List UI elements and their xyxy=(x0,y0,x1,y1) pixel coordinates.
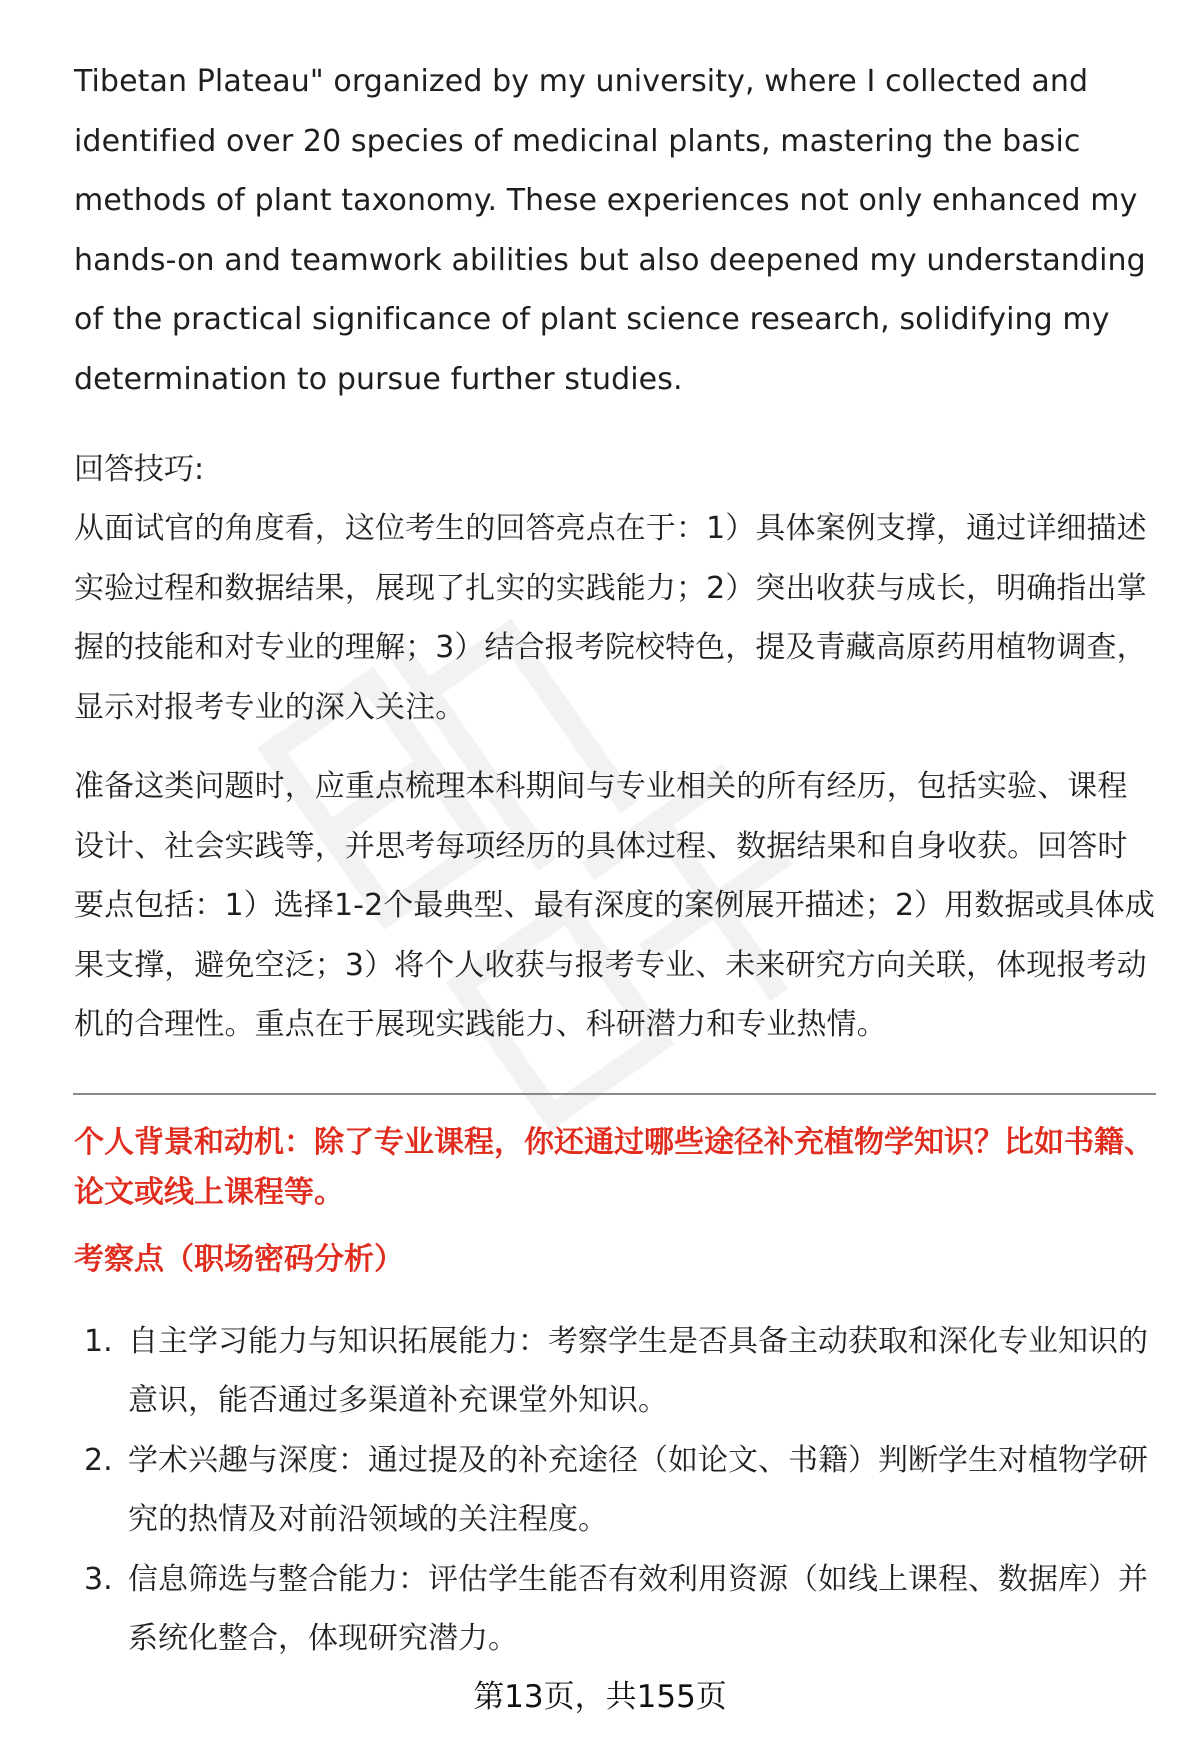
assessment-list xyxy=(74,1312,1156,1669)
list-item-text: 信息筛选与整合能力：评估学生能否有效利用资源（如线上课程、数据库）并系统化整合，体现研究潜力。 xyxy=(128,1561,1148,1656)
tips-paragraph-1: 从面试官的角度看，这位考生的回答亮点在于：1）具体案例支撑，通过详细描述实验过程和数据结果，展现了扎实的实践能力；2）突出收获与成长，明确指出掌握的技能和对专业的理解；3）结合报考院校特色，提及青藏高原药用植物调查，显示对报考专业的深入关注。 xyxy=(74,511,1147,725)
page-number: 第13页，共155页 xyxy=(473,1679,727,1715)
intro-paragraph: Tibetan Plateau" organized by my university, where I collected and identified over 20 species of medicinal plants, mastering the basic methods of plant taxonomy. These experiences not only enhanced my hands-on and teamwork abilities but also deepened my understanding of the practical significance of plant science research, solidifying my determination to pursue further studies. xyxy=(74,64,1146,397)
list-item-number: 3. xyxy=(84,1561,113,1597)
tips-paragraph-2: 准备这类问题时，应重点梳理本科期间与专业相关的所有经历，包括实验、课程设计、社会实践等，并思考每项经历的具体过程、数据结果和自身收获。回答时要点包括：1）选择1-2个最典型、最有深度的案例展开描述；2）用数据或具体成果支撑，避免空泛；3）将个人收获与报考专业、未来研究方向关联，体现报考动机的合理性。重点在于展现实践能力、科研潜力和专业热情。 xyxy=(74,769,1155,1042)
list-item xyxy=(74,1431,1156,1550)
assessment-label: 考察点（职场密码分析） xyxy=(74,1241,404,1277)
list-item-text: 自主学习能力与知识拓展能力：考察学生是否具备主动获取和深化专业知识的意识，能否通过多渠道补充课堂外知识。 xyxy=(128,1323,1148,1418)
list-item-number: 2. xyxy=(84,1442,113,1478)
question-heading: 个人背景和动机：除了专业课程，你还通过哪些途径补充植物学知识？比如书籍、论文或线上课程等。 xyxy=(74,1124,1154,1210)
list-item xyxy=(74,1312,1156,1431)
section-divider xyxy=(73,1093,1156,1095)
list-item-text: 学术兴趣与深度：通过提及的补充途径（如论文、书籍）判断学生对植物学研究的热情及对前沿领域的关注程度。 xyxy=(128,1442,1148,1537)
list-item xyxy=(74,1550,1156,1669)
tips-title: 回答技巧: xyxy=(74,452,205,487)
document-page xyxy=(74,52,1156,1669)
list-item-number: 1. xyxy=(84,1323,113,1359)
